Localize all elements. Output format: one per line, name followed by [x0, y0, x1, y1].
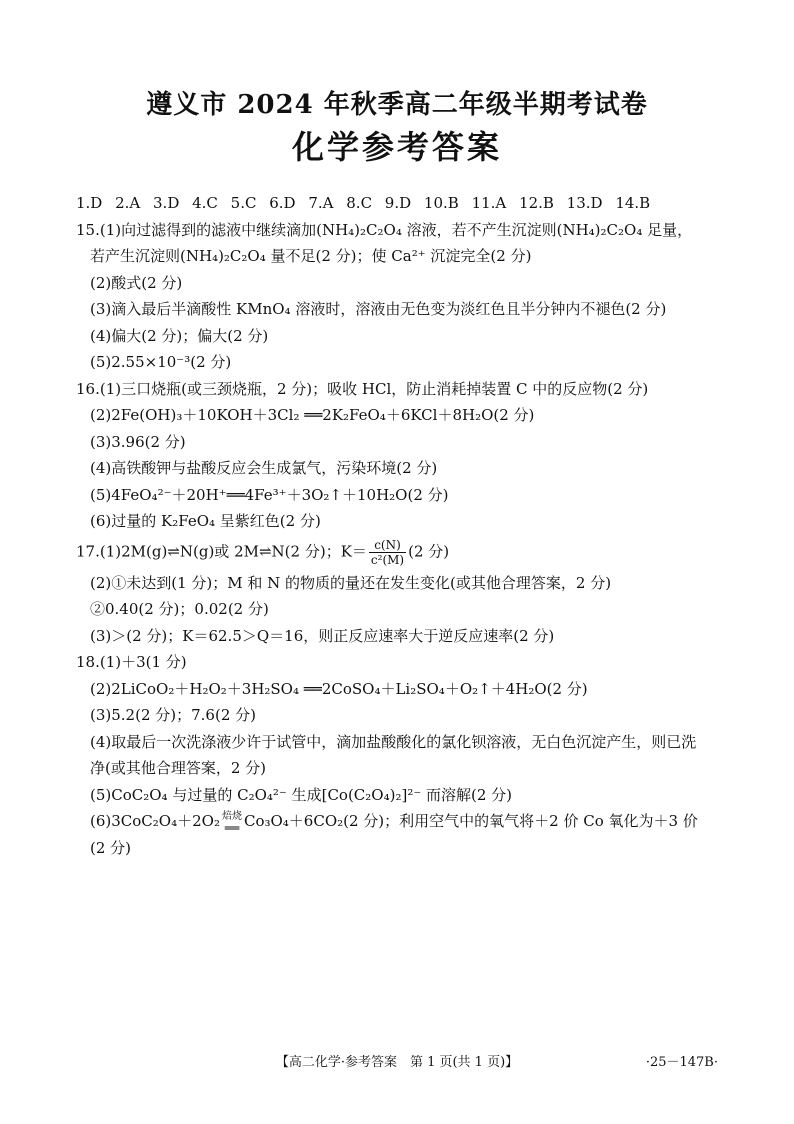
q18-line-1: 18.(1)＋3(1 分) [76, 653, 187, 671]
q18-line-7 [76, 808, 726, 835]
answer-body [76, 190, 726, 861]
q16-line-5: (5)4FeO₄²⁻＋20H⁺══4Fe³⁺＋3O₂↑＋10H₂O(2 分) [90, 485, 449, 504]
q18-line-4: (4)取最后一次洗涤液少许于试管中，滴加盐酸酸化的氯化钡溶液，无白色沉淀产生，则已洗 [90, 732, 697, 751]
answer-key-title: 化学参考答案 [291, 128, 502, 166]
q15-line-5: (4)偏大(2 分)；偏大(2 分) [90, 326, 269, 345]
q15-line-2: 若产生沉淀则(NH₄)₂C₂O₄ 量不足(2 分)；使 Ca²⁺ 沉淀完全(2 分) [90, 247, 532, 265]
mcq-answers: 1.D 2.A 3.D 4.C 5.C 6.D 7.A 8.C 9.D 10.B 11.A 12.B 13.D 14.B [76, 194, 651, 212]
q16-line-2: (2)2Fe(OH)₃＋10KOH＋3Cl₂ ══2K₂FeO₄＋6KCl＋8H₂O(2 分) [90, 406, 535, 424]
footer-code: ·25－147B· [645, 1055, 718, 1070]
fraction-numerator: c(N) [369, 538, 406, 553]
q17-line-2: (2)①未达到(1 分)；M 和 N 的物质的量还在发生变化(或其他合理答案，2 分) [90, 573, 612, 592]
equals-sign: ══ [224, 821, 240, 835]
q16-line-3: (3)3.96(2 分) [90, 432, 186, 451]
q18-line-8: (2 分) [90, 838, 132, 857]
q18-line-3: (3)5.2(2 分)；7.6(2 分) [90, 706, 256, 724]
reaction-condition [222, 811, 242, 833]
exam-title: 遵义市 2024 年秋季高二年级半期考试卷 [146, 90, 648, 120]
q18-line-5: 净(或其他合理答案，2 分) [90, 759, 267, 777]
q18-reactants: (6)3CoC₂O₄＋2O₂ [90, 812, 220, 830]
q17-equilibrium-text: 17.(1)2M(g)⇌N(g)或 2M⇌N(2 分)；K＝ [76, 542, 367, 560]
q16-line-6: (6)过量的 K₂FeO₄ 呈紫红色(2 分) [90, 512, 321, 530]
question-15 [76, 217, 726, 376]
q15-line-6: (5)2.55×10⁻³(2 分) [90, 353, 232, 371]
q18-line-2: (2)2LiCoO₂＋H₂O₂＋3H₂SO₄ ══2CoSO₄＋Li₂SO₄＋O₂↑＋4H₂O(2 分) [90, 679, 588, 698]
q17-line-3: ②0.40(2 分)；0.02(2 分) [90, 600, 269, 618]
condition-label: 焙烧 [221, 811, 242, 822]
q16-line-4: (4)高铁酸钾与盐酸反应会生成氯气，污染环境(2 分) [90, 459, 438, 477]
footer-page-info: 【高二化学·参考答案 第 1 页(共 1 页)】 [275, 1055, 519, 1070]
q15-line-3: (2)酸式(2 分) [90, 273, 183, 292]
q16-line-1: 16.(1)三口烧瓶(或三颈烧瓶，2 分)；吸收 HCl，防止消耗掉装置 C 中的反应物(2 分) [76, 379, 649, 398]
question-17 [76, 538, 726, 650]
q15-line-4: (3)滴入最后半滴酸性 KMnO₄ 溶液时，溶液由无色变为淡红色且半分钟内不褪色(2 分) [90, 300, 667, 318]
q18-line-6: (5)CoC₂O₄ 与过量的 C₂O₄²⁻ 生成[Co(C₂O₄)₂]²⁻ 而溶解(2 分) [90, 785, 513, 804]
q15-line-1: 15.(1)向过滤得到的滤液中继续滴加(NH₄)₂C₂O₄ 溶液，若不产生沉淀则(NH₄)₂C₂O₄ 足量， [76, 220, 693, 239]
question-16 [76, 376, 726, 535]
q17-points: (2 分) [408, 542, 450, 560]
question-18 [76, 649, 726, 861]
q18-products: Co₃O₄＋6CO₂(2 分)；利用空气中的氧气将＋2 价 Co 氧化为＋3 价 [243, 812, 698, 830]
equilibrium-constant-fraction [369, 538, 406, 567]
q17-line-4: (3)＞(2 分)；K＝62.5＞Q＝16，则正反应速率大于逆反应速率(2 分) [90, 626, 555, 645]
fraction-denominator: c²(M) [370, 552, 405, 567]
q17-line-1 [76, 538, 726, 567]
